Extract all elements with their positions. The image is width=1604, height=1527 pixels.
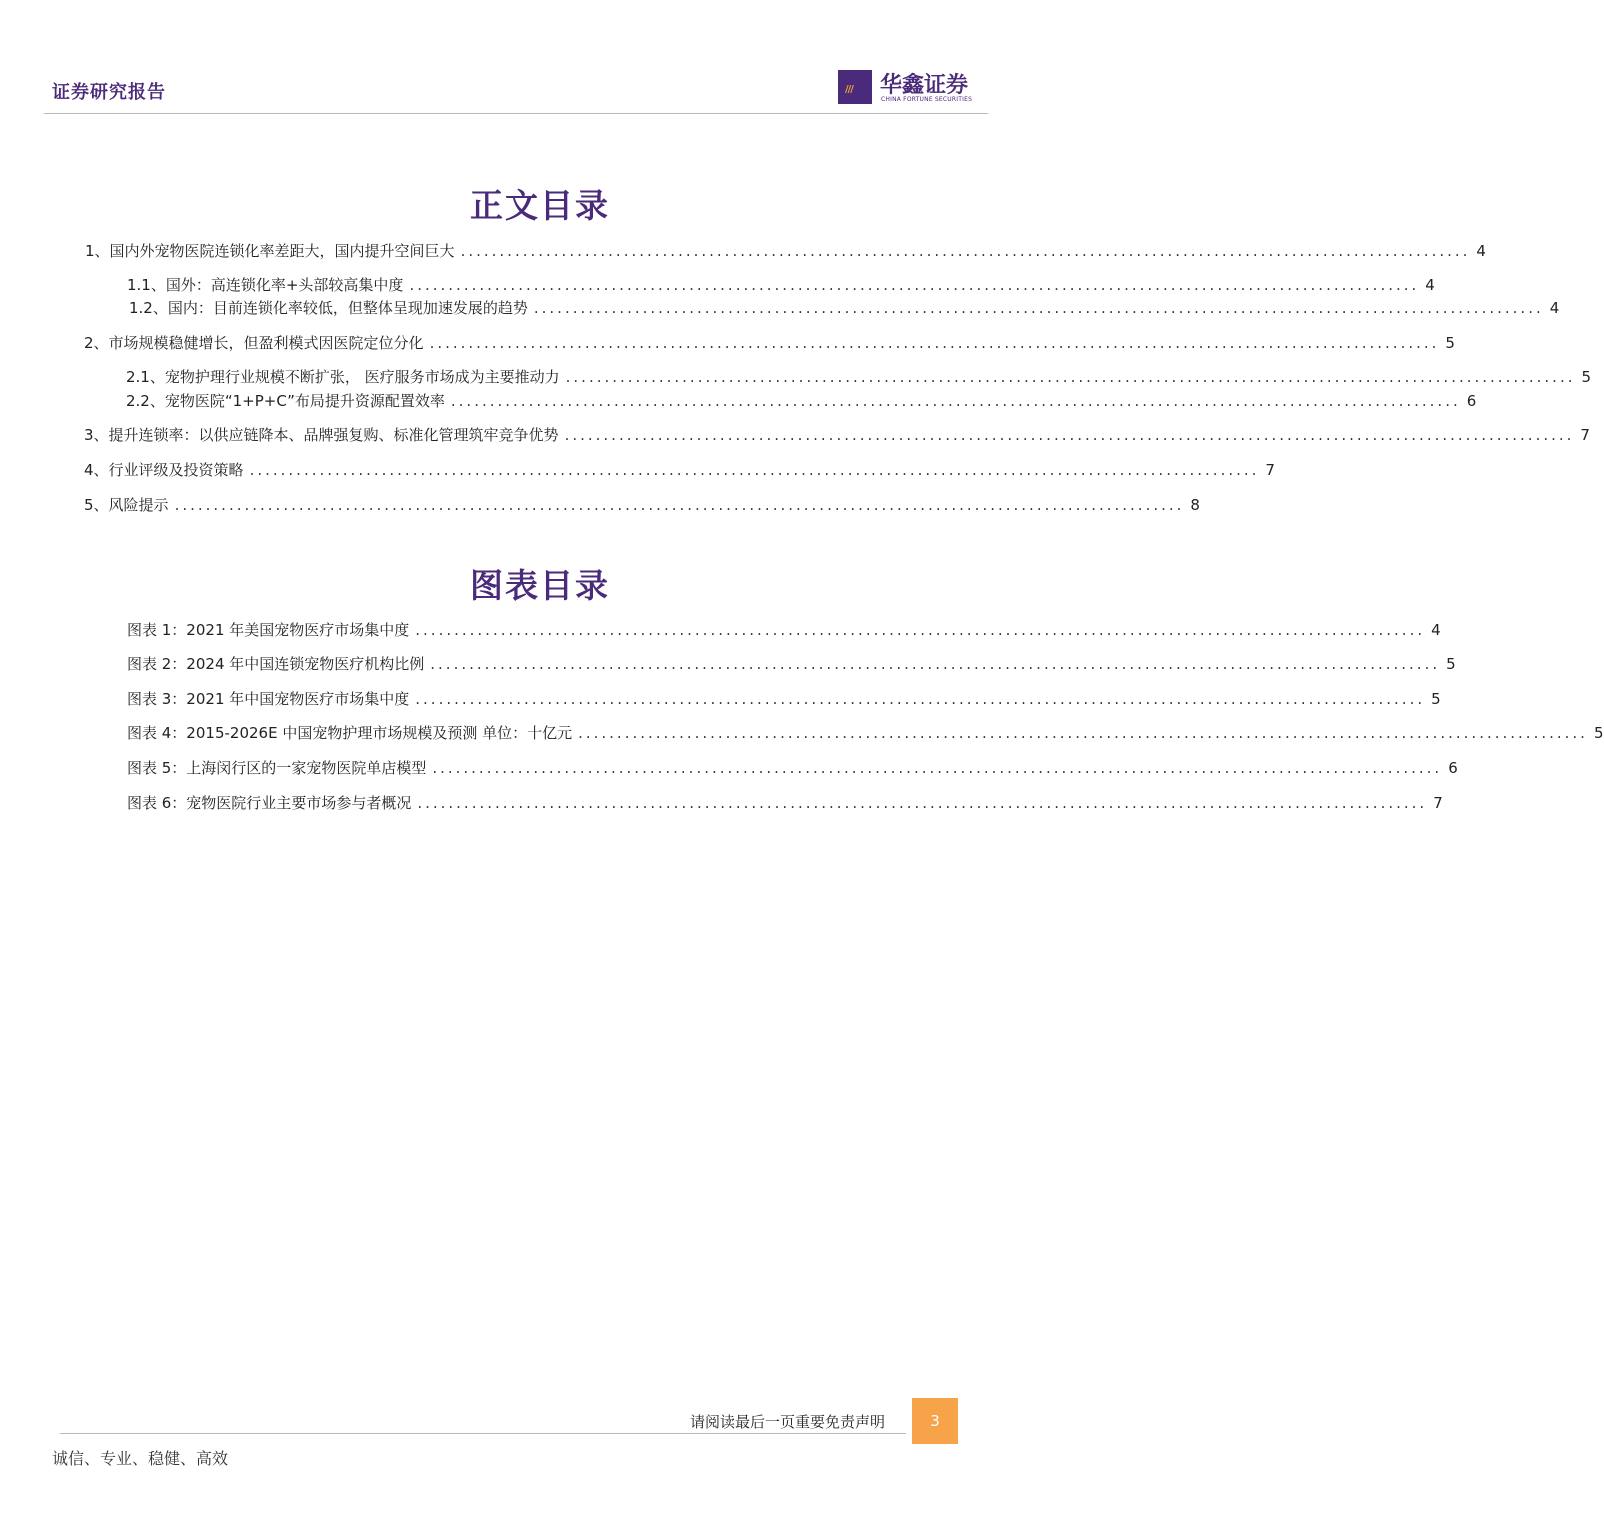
figure-item[interactable]: 图表 3：2021 年中国宠物医疗市场集中度 .................................................................................................................................. 5 (127, 690, 1441, 708)
leader-dots: .................................................................................................................................. (174, 496, 1185, 514)
leader-dots: .................................................................................................................................. (430, 655, 1441, 673)
page-number: 3 (912, 1398, 958, 1444)
leader-dots: .................................................................................................................................. (460, 242, 1471, 260)
company-motto: 诚信、专业、稳健、高效 (52, 1449, 229, 1468)
toc-item[interactable]: 1、 国内外宠物医院连锁化率差距大，国内提升空间巨大 .................................................................................................................................. 4 (85, 242, 1486, 260)
header-divider (44, 113, 988, 114)
toc-item[interactable]: 4、 行业评级及投资策略 .................................................................................................................................. 7 (84, 461, 1275, 479)
toc-item[interactable]: 2.2、 宠物医院“1+P+C”布局提升资源配置效率 .................................................................................................................................. 6 (126, 392, 1477, 410)
leader-dots: .................................................................................................................................. (415, 690, 1426, 708)
leader-dots: .................................................................................................................................. (565, 368, 1576, 386)
leader-dots: .................................................................................................................................. (450, 392, 1461, 410)
leader-dots: .................................................................................................................................. (249, 461, 1260, 479)
figures-title: 图表目录 (470, 566, 610, 605)
disclaimer-note: 请阅读最后一页重要免责声明 (690, 1413, 886, 1431)
logo-english-name: CHINA FORTUNE SECURITIES (881, 96, 973, 103)
leader-dots: .................................................................................................................................. (564, 426, 1575, 444)
leader-dots: .................................................................................................................................. (417, 794, 1428, 812)
toc-title: 正文目录 (470, 186, 610, 225)
leader-dots: .................................................................................................................................. (429, 334, 1440, 352)
logo-chinese-name: 华鑫证券 (880, 73, 969, 98)
toc-item[interactable]: 2、 市场规模稳健增长，但盈利模式因医院定位分化 .................................................................................................................................. 5 (84, 334, 1455, 352)
toc-item[interactable]: 1.1、 国外：高连锁化率+头部较高集中度 .................................................................................................................................. 4 (127, 276, 1435, 294)
leader-dots: .................................................................................................................................. (409, 276, 1420, 294)
toc-item[interactable]: 3、 提升连锁率：以供应链降本、品牌强复购、标准化管理筑牢竞争优势 .................................................................................................................................. 7 (84, 426, 1590, 444)
leader-dots: .................................................................................................................................. (533, 299, 1544, 317)
logo-mark-icon: /// (838, 70, 872, 104)
figure-item[interactable]: 图表 1：2021 年美国宠物医疗市场集中度 .................................................................................................................................. 4 (127, 621, 1441, 639)
figure-item[interactable]: 图表 4：2015-2026E 中国宠物护理市场规模及预测 单位：十亿元 .................................................................................................................................. 5 (127, 724, 1604, 742)
figure-item[interactable]: 图表 2：2024 年中国连锁宠物医疗机构比例 .................................................................................................................................. 5 (127, 655, 1456, 673)
toc-item[interactable]: 2.1、 宠物护理行业规模不断扩张， 医疗服务市场成为主要推动力 .................................................................................................................................. 5 (126, 368, 1592, 386)
toc-item[interactable]: 5、 风险提示 .................................................................................................................................. 8 (84, 496, 1200, 514)
toc-item[interactable]: 1.2、 国内：目前连锁化率较低，但整体呈现加速发展的趋势 .................................................................................................................................. 4 (129, 299, 1560, 317)
leader-dots: .................................................................................................................................. (578, 724, 1588, 742)
report-type-label: 证券研究报告 (52, 82, 166, 103)
footer-divider (60, 1433, 906, 1434)
figure-item[interactable]: 图表 6：宠物医院行业主要市场参与者概况 .................................................................................................................................. 7 (127, 794, 1443, 812)
figure-item[interactable]: 图表 5：上海闵行区的一家宠物医院单店模型 .................................................................................................................................. 6 (127, 759, 1458, 777)
leader-dots: .................................................................................................................................. (432, 759, 1443, 777)
company-logo (838, 70, 988, 106)
leader-dots: .................................................................................................................................. (415, 621, 1426, 639)
